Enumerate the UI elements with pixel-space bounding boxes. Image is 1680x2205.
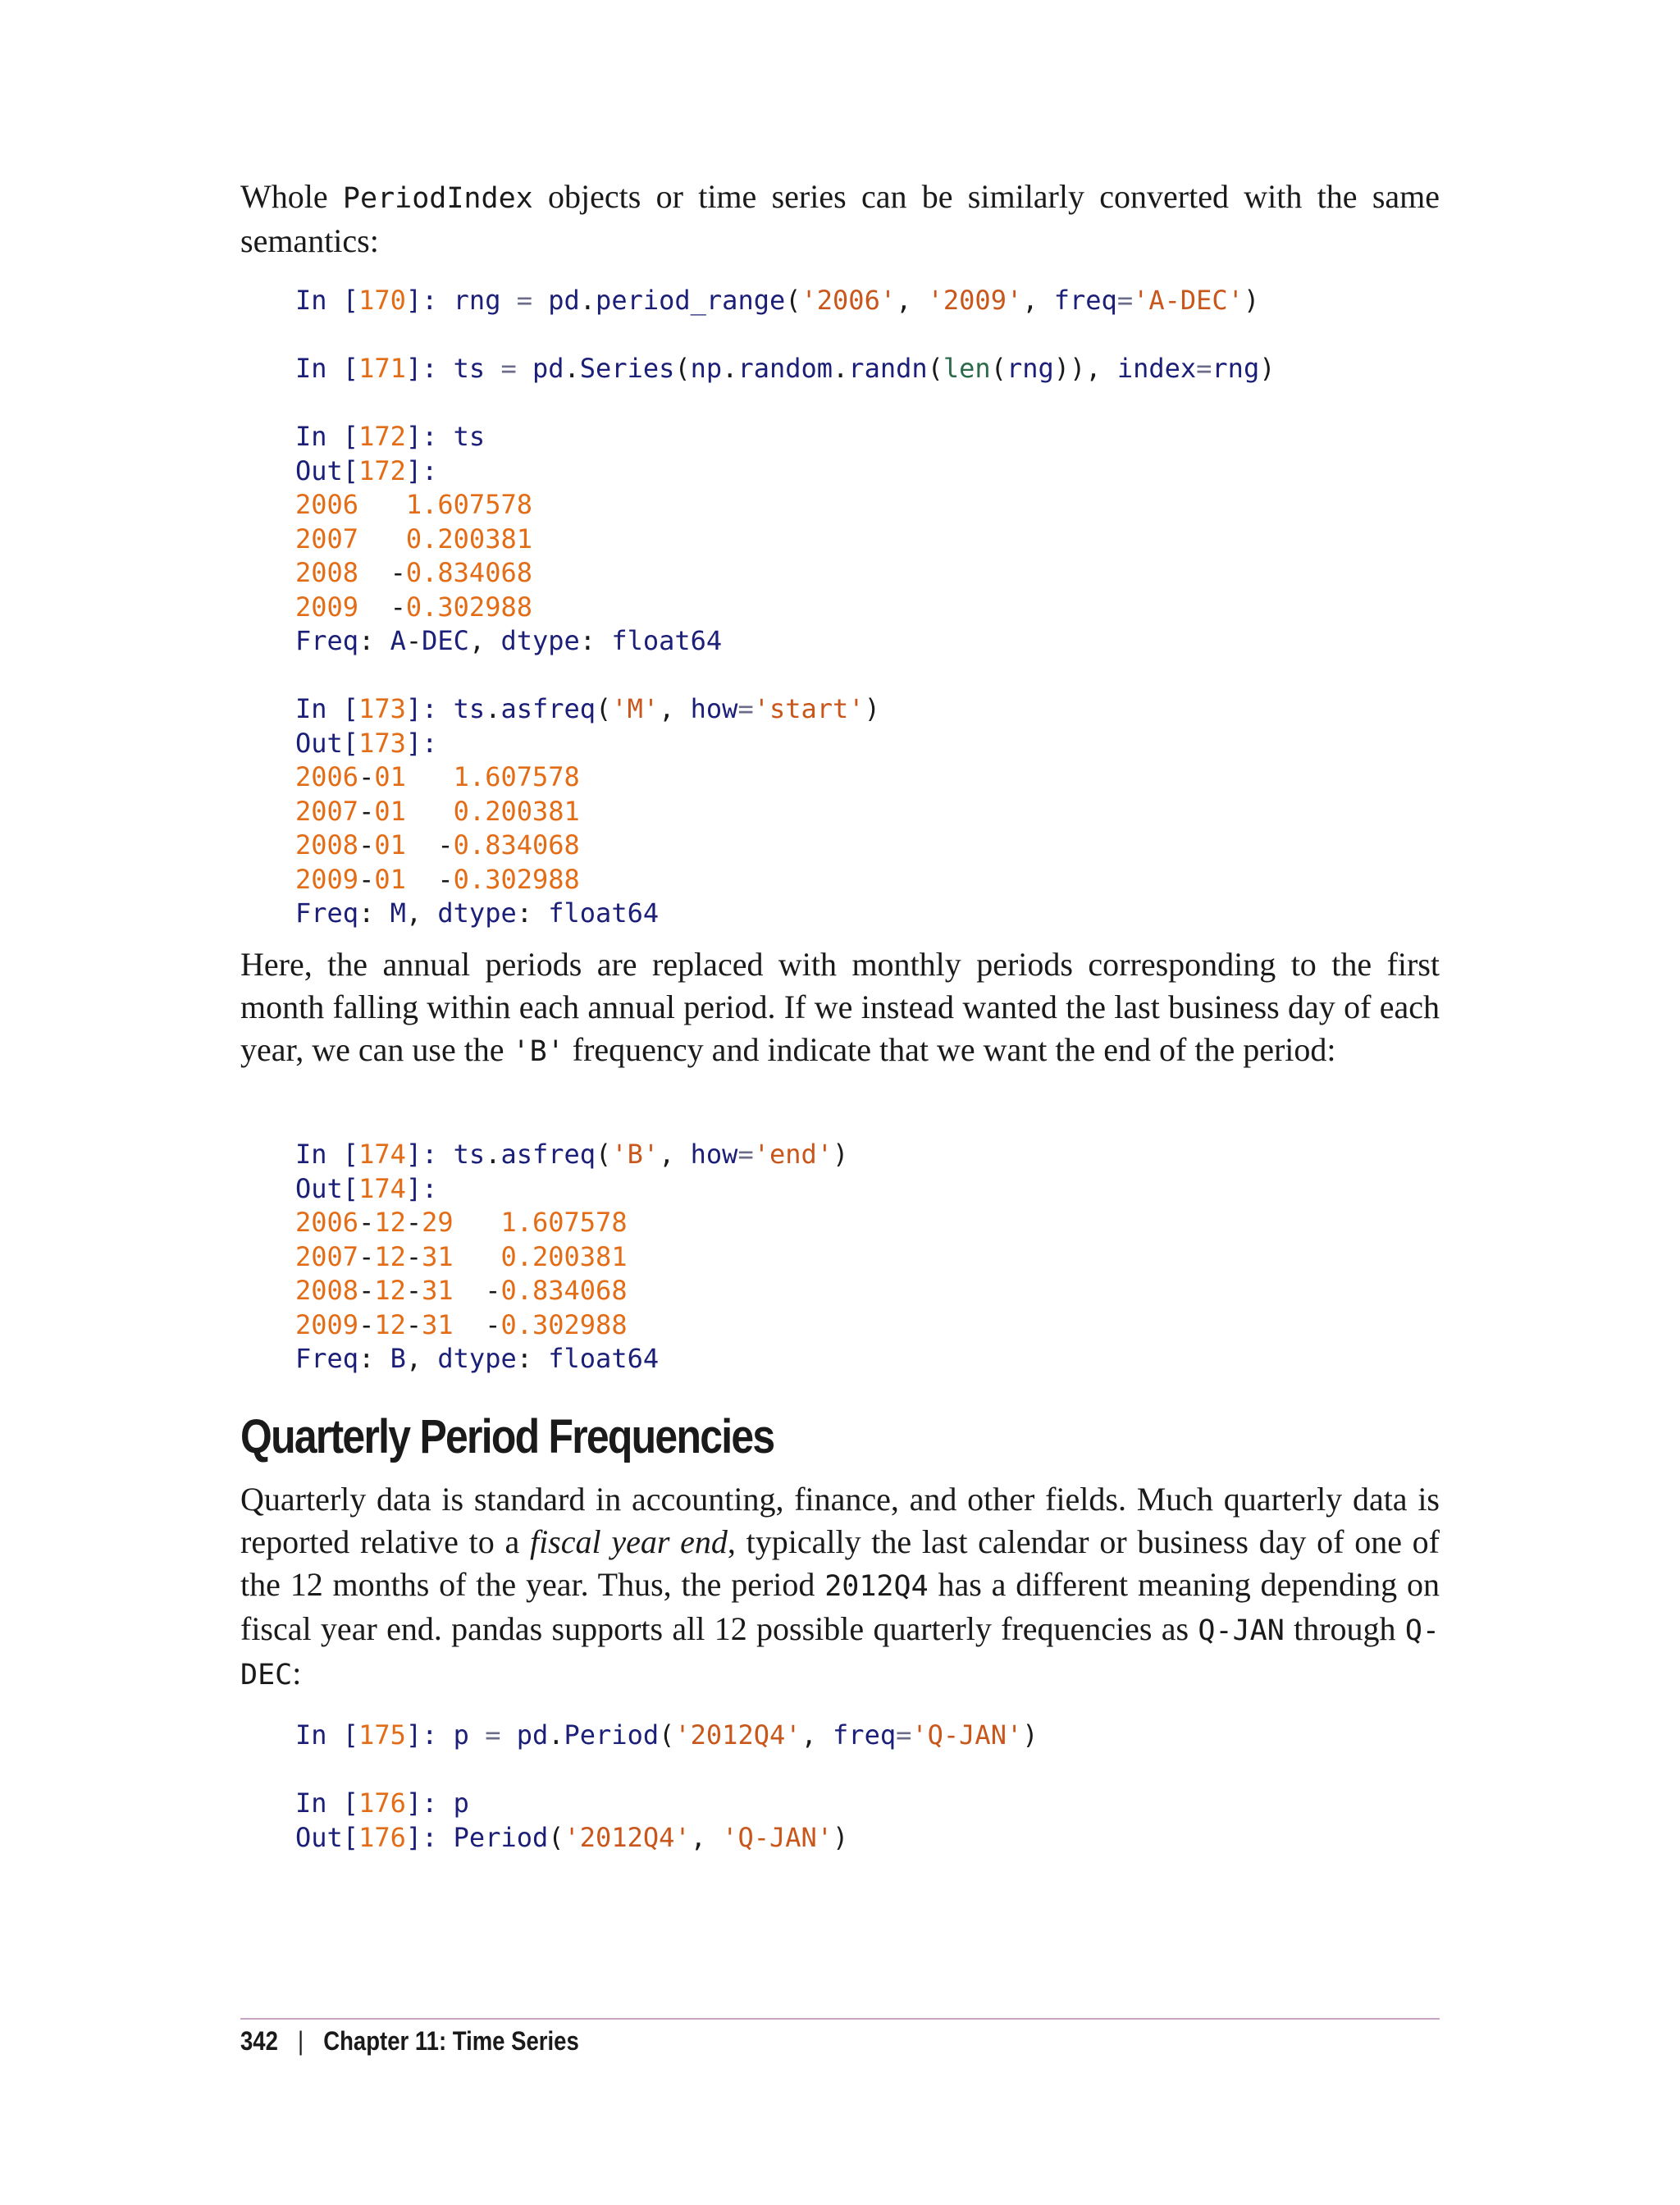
code-output-line: Out[174]:	[295, 1172, 438, 1204]
code-input-line: In [170]: rng = pd.period_range('2006', '2009', freq='A-DEC')	[295, 285, 1260, 316]
intro-paragraph: Whole PeriodIndex objects or time series can be similarly converted with the same semantics:	[240, 178, 1440, 259]
code-output-line: Out[172]:	[295, 454, 438, 486]
code-output-row: 2009 -0.302988	[295, 591, 532, 623]
code-blank-line	[295, 1753, 1038, 1787]
section-heading: Quarterly Period Frequencies	[240, 1410, 774, 1463]
code-output-row: 2008-12-31 -0.834068	[295, 1275, 628, 1306]
code-output-row: 2009-01 -0.302988	[295, 863, 580, 895]
footer-separator: |	[297, 2026, 304, 2056]
code-output-row: 2008-01 -0.834068	[295, 829, 580, 861]
code-block-3	[295, 1719, 1038, 1855]
code-blank-line	[295, 659, 1275, 693]
inline-code-b: 'B'	[512, 1035, 564, 1068]
code-input-line: In [172]: ts	[295, 421, 486, 452]
code-input-line: In [173]: ts.asfreq('M', how='start')	[295, 693, 880, 724]
page-footer	[240, 2026, 579, 2057]
page-number: 342	[240, 2026, 278, 2056]
inline-code-2012q4: 2012Q4	[824, 1570, 929, 1603]
code-blank-line	[295, 386, 1275, 421]
code-input-line: In [175]: p = pd.Period('2012Q4', freq='Q-JAN')	[295, 1719, 1039, 1751]
inline-code-q-dec: Q-DEC	[240, 1614, 1440, 1691]
code-output-row: 2007 0.200381	[295, 523, 532, 555]
code-output-row: 2007-12-31 0.200381	[295, 1240, 628, 1272]
inline-code-periodindex: PeriodIndex	[342, 182, 533, 215]
code-output-row: 2007-01 0.200381	[295, 795, 580, 827]
code-output-row: 2006-12-29 1.607578	[295, 1207, 628, 1238]
quarterly-paragraph: Quarterly data is standard in accounting, finance, and other fields. Much quarterly data is reported relative to a fiscal year end, typically the last calendar or business day of one of the 12 months of the year. Thus, the period 2012Q4 has a different meaning depending on fiscal year end. pandas supports all 12 possible quarterly frequencies as Q-JAN through Q-DEC:	[240, 1481, 1440, 1691]
inline-code-q-jan: Q-JAN	[1198, 1614, 1285, 1647]
code-freq-line: Freq: M, dtype: float64	[295, 897, 660, 929]
code-freq-line: Freq: A-DEC, dtype: float64	[295, 625, 723, 656]
emphasis-fiscal-year-end: fiscal year end	[529, 1523, 728, 1560]
code-freq-line: Freq: B, dtype: float64	[295, 1343, 660, 1374]
code-output-line: Out[173]:	[295, 727, 438, 759]
chapter-title: Chapter 11: Time Series	[323, 2026, 579, 2056]
code-input-line: In [174]: ts.asfreq('B', how='end')	[295, 1139, 849, 1170]
code-output-line: Out[176]: Period('2012Q4', 'Q-JAN')	[295, 1821, 849, 1853]
code-block-2	[295, 1138, 848, 1376]
code-block-1	[295, 284, 1275, 931]
code-input-line: In [171]: ts = pd.Series(np.random.randn(len(rng)), index=rng)	[295, 353, 1276, 384]
code-output-row: 2006-01 1.607578	[295, 761, 580, 792]
code-output-row: 2006 1.607578	[295, 489, 532, 520]
code-input-line: In [176]: p	[295, 1787, 469, 1819]
footer-rule	[240, 2018, 1440, 2020]
code-output-row: 2008 -0.834068	[295, 557, 532, 588]
code-output-row: 2009-12-31 -0.302988	[295, 1308, 628, 1340]
code-blank-line	[295, 318, 1275, 353]
monthly-paragraph: Here, the annual periods are replaced with monthly periods corresponding to the first month falling within each annual period. If we instead wanted the last business day of each year, we can use the 'B' frequency and indicate that we want the end of the period:	[240, 946, 1440, 1068]
